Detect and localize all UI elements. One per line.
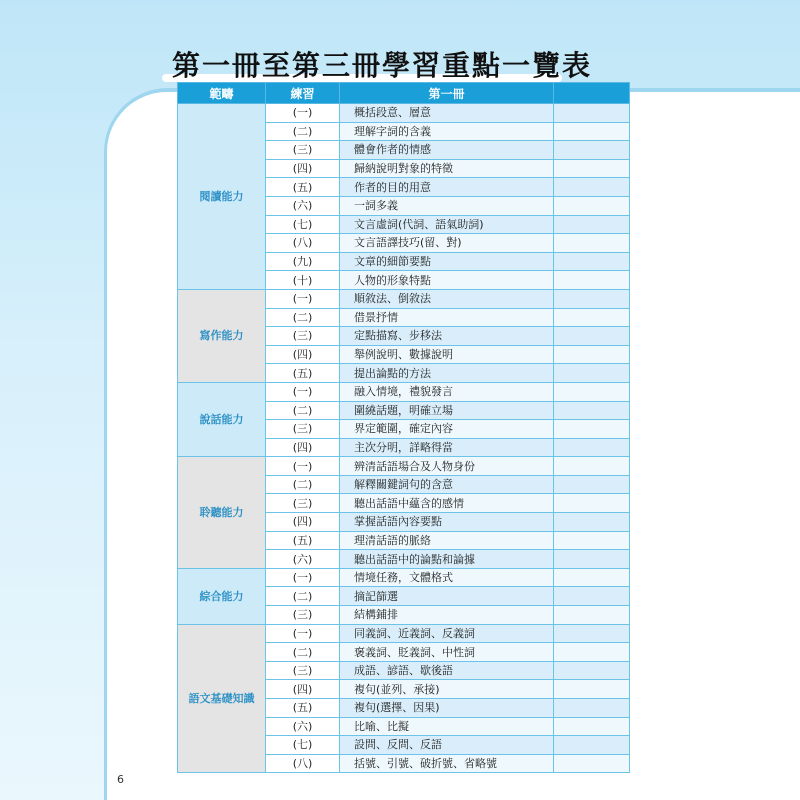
topic-cell: 理清話語的脈絡 (340, 531, 554, 550)
exercise-number: (二) (266, 122, 340, 141)
exercise-number: (三) (266, 494, 340, 513)
exercise-number: (一) (266, 624, 340, 643)
topic-cell: 舉例說明、數據說明 (340, 345, 554, 364)
extra-cell (554, 104, 630, 123)
exercise-number: (五) (266, 364, 340, 383)
table-row (178, 104, 630, 123)
exercise-number: (八) (266, 234, 340, 253)
extra-cell (554, 364, 630, 383)
topic-cell: 主次分明，詳略得當 (340, 438, 554, 457)
table-body (178, 104, 630, 773)
table-row (178, 457, 630, 476)
exercise-number: (一) (266, 289, 340, 308)
topic-cell: 聽出話語中蘊含的感情 (340, 494, 554, 513)
topic-cell: 作者的目的用意 (340, 178, 554, 197)
topic-cell: 成語、諺語、歇後語 (340, 661, 554, 680)
extra-cell (554, 643, 630, 662)
topic-cell: 體會作者的情感 (340, 141, 554, 160)
category-cell: 說話能力 (178, 382, 266, 456)
extra-cell (554, 196, 630, 215)
extra-cell (554, 234, 630, 253)
extra-cell (554, 122, 630, 141)
page-title: 第一冊至第三冊學習重點一覽表 (172, 49, 593, 82)
extra-cell (554, 382, 630, 401)
extra-cell (554, 717, 630, 736)
topic-cell: 提出論點的方法 (340, 364, 554, 383)
topic-cell: 文章的細節要點 (340, 252, 554, 271)
exercise-number: (二) (266, 475, 340, 494)
topic-cell: 結構鋪排 (340, 606, 554, 625)
topic-cell: 順敘法、倒敘法 (340, 289, 554, 308)
topic-cell: 複句(選擇、因果) (340, 699, 554, 718)
extra-cell (554, 252, 630, 271)
category-cell: 閱讀能力 (178, 104, 266, 290)
exercise-number: (四) (266, 680, 340, 699)
exercise-number: (四) (266, 438, 340, 457)
extra-cell (554, 606, 630, 625)
exercise-number: (五) (266, 699, 340, 718)
extra-cell (554, 308, 630, 327)
exercise-number: (七) (266, 215, 340, 234)
extra-cell (554, 401, 630, 420)
topic-cell: 解釋關鍵詞句的含意 (340, 475, 554, 494)
topic-cell: 摘記篩選 (340, 587, 554, 606)
header-book: 第一冊 (340, 83, 554, 104)
exercise-number: (六) (266, 717, 340, 736)
category-cell: 語文基礎知識 (178, 624, 266, 773)
topic-cell: 借景抒情 (340, 308, 554, 327)
extra-cell (554, 345, 630, 364)
header-exercise: 練習 (266, 83, 340, 104)
topic-cell: 人物的形象特點 (340, 271, 554, 290)
extra-cell (554, 531, 630, 550)
exercise-number: (三) (266, 327, 340, 346)
topic-cell: 褒義詞、貶義詞、中性詞 (340, 643, 554, 662)
exercise-number: (三) (266, 606, 340, 625)
extra-cell (554, 624, 630, 643)
extra-cell (554, 215, 630, 234)
extra-cell (554, 736, 630, 755)
category-cell: 寫作能力 (178, 289, 266, 382)
exercise-number: (二) (266, 308, 340, 327)
exercise-number: (四) (266, 345, 340, 364)
learning-focus-table (177, 82, 630, 773)
extra-cell (554, 661, 630, 680)
page-number: 6 (117, 773, 124, 786)
topic-cell: 文言虛詞(代詞、語氣助詞) (340, 215, 554, 234)
exercise-number: (八) (266, 754, 340, 773)
category-cell: 綜合能力 (178, 568, 266, 624)
extra-cell (554, 457, 630, 476)
table-row (178, 624, 630, 643)
exercise-number: (三) (266, 420, 340, 439)
exercise-number: (二) (266, 587, 340, 606)
extra-cell (554, 680, 630, 699)
topic-cell: 情境任務，文體格式 (340, 568, 554, 587)
topic-cell: 比喻、比擬 (340, 717, 554, 736)
exercise-number: (一) (266, 568, 340, 587)
extra-cell (554, 513, 630, 532)
topic-cell: 複句(並列、承接) (340, 680, 554, 699)
exercise-number: (三) (266, 141, 340, 160)
extra-cell (554, 550, 630, 569)
topic-cell: 融入情境，禮貌發言 (340, 382, 554, 401)
extra-cell (554, 141, 630, 160)
extra-cell (554, 327, 630, 346)
extra-cell (554, 754, 630, 773)
extra-cell (554, 568, 630, 587)
topic-cell: 聽出話語中的論點和論據 (340, 550, 554, 569)
exercise-number: (二) (266, 401, 340, 420)
topic-cell: 概括段意、層意 (340, 104, 554, 123)
exercise-number: (一) (266, 457, 340, 476)
exercise-number: (四) (266, 513, 340, 532)
topic-cell: 界定範圍，確定內容 (340, 420, 554, 439)
topic-cell: 同義詞、近義詞、反義詞 (340, 624, 554, 643)
exercise-number: (一) (266, 104, 340, 123)
topic-cell: 括號、引號、破折號、省略號 (340, 754, 554, 773)
header-scope: 範疇 (178, 83, 266, 104)
extra-cell (554, 438, 630, 457)
extra-cell (554, 271, 630, 290)
topic-cell: 理解字詞的含義 (340, 122, 554, 141)
exercise-number: (六) (266, 550, 340, 569)
topic-cell: 圍繞話題，明確立場 (340, 401, 554, 420)
topic-cell: 設問、反問、反語 (340, 736, 554, 755)
exercise-number: (四) (266, 159, 340, 178)
exercise-number: (九) (266, 252, 340, 271)
extra-cell (554, 159, 630, 178)
exercise-number: (二) (266, 643, 340, 662)
extra-cell (554, 699, 630, 718)
topic-cell: 一詞多義 (340, 196, 554, 215)
exercise-number: (三) (266, 661, 340, 680)
table-header-row (178, 83, 630, 104)
exercise-number: (十) (266, 271, 340, 290)
table-row (178, 382, 630, 401)
header-extra (554, 83, 630, 104)
topic-cell: 文言語譯技巧(留、對) (340, 234, 554, 253)
extra-cell (554, 587, 630, 606)
exercise-number: (五) (266, 531, 340, 550)
table-row (178, 289, 630, 308)
topic-cell: 定點描寫、步移法 (340, 327, 554, 346)
extra-cell (554, 178, 630, 197)
extra-cell (554, 475, 630, 494)
exercise-number: (五) (266, 178, 340, 197)
table-row (178, 568, 630, 587)
exercise-number: (一) (266, 382, 340, 401)
extra-cell (554, 289, 630, 308)
topic-cell: 掌握話語內容要點 (340, 513, 554, 532)
extra-cell (554, 494, 630, 513)
topic-cell: 歸納說明對象的特徵 (340, 159, 554, 178)
category-cell: 聆聽能力 (178, 457, 266, 569)
exercise-number: (六) (266, 196, 340, 215)
exercise-number: (七) (266, 736, 340, 755)
topic-cell: 辨清話語場合及人物身份 (340, 457, 554, 476)
extra-cell (554, 420, 630, 439)
